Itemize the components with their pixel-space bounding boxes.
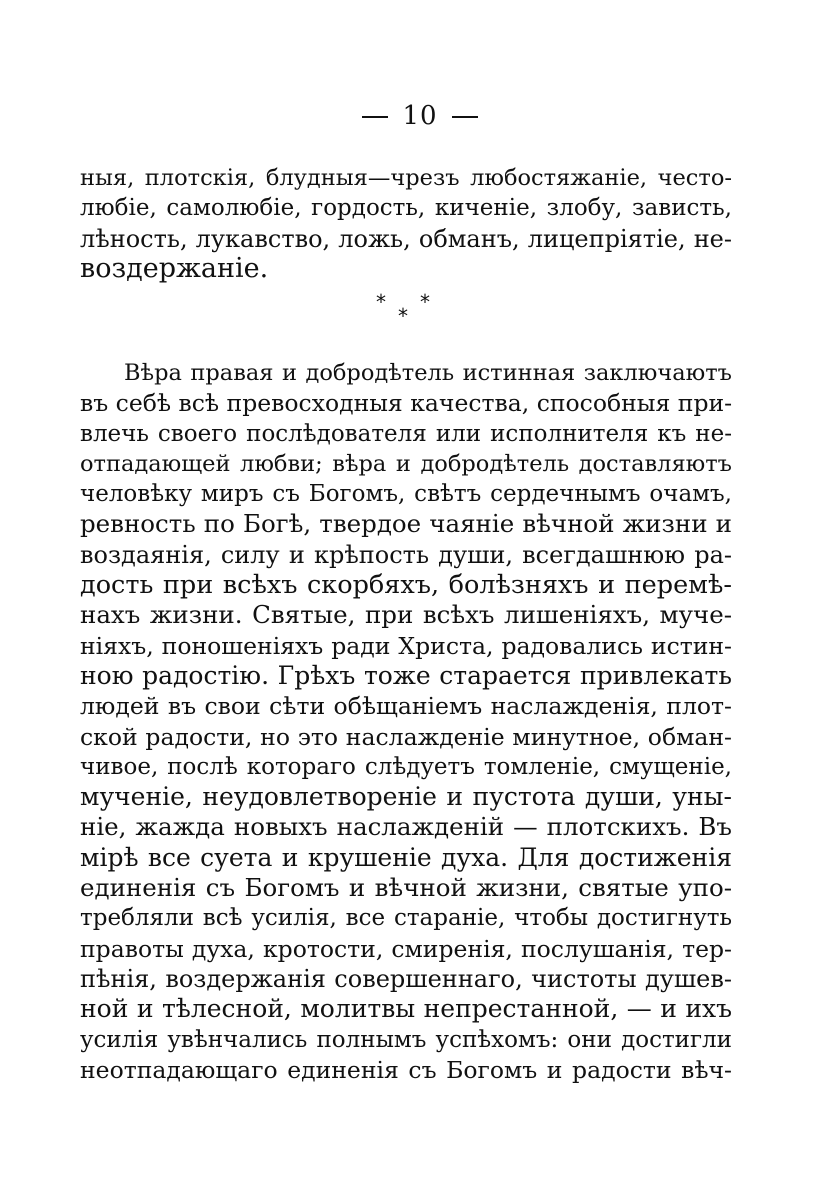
paragraph-continuation xyxy=(80,163,732,284)
text-line: человѣку миръ съ Богомъ, свѣтъ сердечнымъ очамъ, xyxy=(80,481,732,508)
text-line: ніе, жажда новыхъ наслажденій — плотскихъ. Въ xyxy=(80,812,732,842)
text-line: людей въ свои сѣти обѣщаніемъ наслажденія, плот- xyxy=(80,692,732,721)
text-line: въ себѣ всѣ превосходныя качества, способныя при- xyxy=(80,389,733,418)
text-line: ской радости, но это наслажденіе минутное, обман- xyxy=(80,722,732,751)
text-line: воздержаніе. xyxy=(80,252,269,284)
text-line: требляли всѣ усилія, все стараніе, чтобы достигнуть xyxy=(80,905,732,932)
asterisk: * xyxy=(398,304,408,328)
text-line: мученіе, неудовлетвореніе и пустота души, уны- xyxy=(80,782,732,812)
asterism-divider xyxy=(376,292,436,328)
page-number-dash-right xyxy=(452,116,478,118)
text-line: ніяхъ, поношеніяхъ ради Христа, радовались истин- xyxy=(80,631,732,660)
text-line: отпадающей любви; вѣра и добродѣтель доставляютъ xyxy=(80,450,732,477)
asterisk: * xyxy=(376,290,386,314)
text-line: нахъ жизни. Святые, при всѣхъ лишеніяхъ, муче- xyxy=(80,600,732,630)
text-line: мірѣ все суета и крушеніе духа. Для достиженія xyxy=(80,842,732,872)
page-number-dash-left xyxy=(362,116,388,118)
text-line: ною радостію. Грѣхъ тоже старается привлекать xyxy=(80,660,732,690)
text-line: дость при всѣхъ скорбяхъ, болѣзняхъ и перемѣ- xyxy=(80,570,732,601)
text-line: лѣность, лукавство, ложь, обманъ, лицепріятіе, не- xyxy=(80,224,732,253)
text-line: ныя, плотскія, блудныя—чрезъ любостяжаніе, често- xyxy=(80,165,732,191)
text-line: Вѣра правая и добродѣтель истинная заключаютъ xyxy=(124,360,732,386)
text-line: неотпадающаго единенія съ Богомъ и радости вѣч- xyxy=(80,1055,732,1084)
text-line: ной и тѣлесной, молитвы непрестанной, — и ихъ xyxy=(80,994,732,1024)
text-line: единенія съ Богомъ и вѣчной жизни, святые упо- xyxy=(80,873,732,903)
page-number xyxy=(0,100,840,132)
text-line: ревность по Богѣ, твердое чаяніе вѣчной жизни и xyxy=(80,509,732,539)
asterisk: * xyxy=(420,290,430,314)
text-line: пѣнія, воздержанія совершеннаго, чистоты душев- xyxy=(80,964,732,993)
text-line: усилія увѣнчались полнымъ успѣхомъ: они достигли xyxy=(80,1026,732,1053)
text-line: чивое, послѣ котораго слѣдуетъ томленіе, смущеніе, xyxy=(80,753,732,780)
text-line: любіе, самолюбіе, гордость, киченіе, злобу, зависть, xyxy=(80,195,732,222)
text-line: правоты духа, кротости, смиренія, послушанія, тер- xyxy=(80,934,732,963)
paragraph-main xyxy=(80,358,732,1085)
page-number-value: 10 xyxy=(402,101,438,131)
text-line: влечь своего послѣдователя или исполнителя къ не- xyxy=(80,420,732,447)
text-line: воздаянія, силу и крѣпость души, всегдашнюю ра- xyxy=(80,540,732,569)
